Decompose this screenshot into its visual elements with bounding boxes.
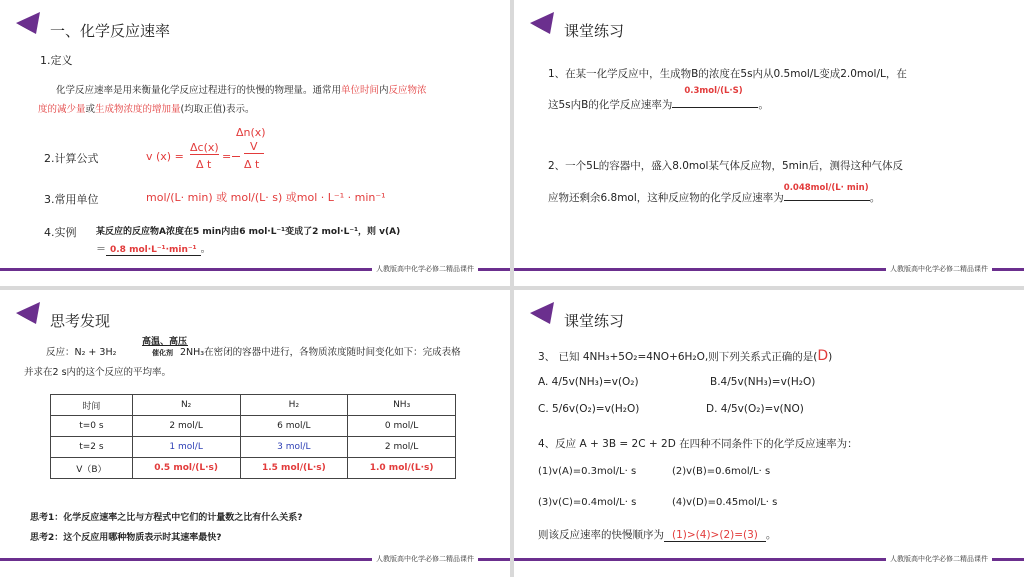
question-4-answer-line: 则该反应速率的快慢顺序为 (1)>(4)>(2)=(3) 。 — [538, 529, 777, 541]
question-1-line-2: 这5s内B的化学反应速率为 0.3mol/(L·S) 。 — [548, 86, 769, 111]
formula-equals: = — [222, 150, 232, 163]
unit-label: 3.常用单位 — [44, 193, 99, 206]
purple-triangle-icon — [14, 300, 42, 326]
condition-2: (2)v(B)=0.6mol/L· s — [672, 466, 771, 477]
formula-label: 2.计算公式 — [44, 152, 99, 165]
slide-title: 思考发现 — [50, 312, 111, 330]
definition-line-2: 度的减少量或生成物浓度的增加量(均取正值)表示。 — [38, 104, 255, 115]
option-b: B.4/5v(NH₃)=v(H₂O) — [710, 376, 816, 388]
unit-text: mol/(L· min) 或 mol/(L· s) 或mol · L⁻¹ · min⁻¹ — [146, 191, 386, 204]
question-2-line-2: 应物还剩余6.8mol，这种反应物的化学反应速率为 0.048mol/(L· min) 。 — [548, 183, 881, 204]
slide-title: 一、化学反应速率 — [50, 22, 171, 40]
question-1-line-1: 1、在某一化学反应中，生成物B的浓度在5s内从0.5mol/L变成2.0mol/L，在 — [548, 68, 907, 80]
option-d: D. 4/5v(O₂)=v(NO) — [706, 403, 804, 415]
definition-line-1: 化学反应速率是用来衡量化学反应过程进行的快慢的物理量。通常用单位时间内反应物浓 — [56, 85, 427, 96]
option-a: A. 4/5v(NH₃)=v(O₂) — [538, 376, 639, 388]
question-3-answer: D — [817, 348, 829, 364]
question-2-line-1: 2、一个5L的容器中，盛入8.0mol某气体反应物，5min后，测得这种气体反 — [548, 160, 903, 172]
formula-numerator-2-bottom: V — [244, 140, 264, 154]
slide-thinking — [0, 290, 510, 577]
slide-title: 课堂练习 — [564, 312, 625, 330]
slide-title: 课堂练习 — [564, 22, 625, 40]
slide-practice-2 — [514, 290, 1024, 577]
question-2-answer: 0.048mol/(L· min) — [783, 183, 869, 193]
definition-label: 1.定义 — [40, 54, 73, 67]
table-row: t=2 s 1 mol/L 3 mol/L 2 mol/L — [51, 437, 456, 458]
reaction-line-2: 并求在2 s内的这个反应的平均率。 — [24, 367, 172, 378]
question-1-answer: 0.3mol/(L·S) — [684, 86, 743, 96]
slide-reaction-rate — [0, 0, 510, 286]
example-text: 某反应的反应物A浓度在5 min内由6 mol·L⁻¹变成了2 mol·L⁻¹，则 v(A) — [96, 227, 401, 237]
concentration-table — [50, 394, 456, 479]
purple-triangle-icon — [14, 10, 42, 36]
formula-denominator-1: Δ t — [196, 158, 212, 171]
purple-triangle-icon — [528, 10, 556, 36]
think-question-2: 思考2：这个反应用哪种物质表示时其速率最快? — [30, 533, 222, 543]
example-label: 4.实例 — [44, 226, 77, 239]
purple-triangle-icon — [528, 300, 556, 326]
table-row: V（B） 0.5 mol/(L·s) 1.5 mol/(L·s) 1.0 mol/(L·s) — [51, 458, 456, 479]
table-header-row: 时间 N₂ H₂ NH₃ — [51, 395, 456, 416]
think-question-1: 思考1：化学反应速率之比与方程式中它们的计量数之比有什么关系? — [30, 513, 303, 523]
reaction-prefix: 反应：N₂ + 3H₂ — [46, 347, 117, 358]
footer-text: 人教版高中化学必修二精品课件 — [886, 264, 992, 274]
reaction-condition-top: 高温、高压 — [142, 337, 188, 347]
footer-text: 人教版高中化学必修二精品课件 — [372, 264, 478, 274]
example-answer-line: ＝ 0.8 mol·L⁻¹·min⁻¹ 。 — [96, 244, 211, 255]
condition-1: (1)v(A)=0.3mol/L· s — [538, 466, 637, 477]
question-4: 4、反应 A + 3B = 2C + 2D 在四种不同条件下的化学反应速率为： — [538, 438, 858, 450]
footer-text: 人教版高中化学必修二精品课件 — [886, 554, 992, 564]
reaction-suffix: 2NH₃在密闭的容器中进行，各物质浓度随时间变化如下：完成表格 — [180, 347, 461, 358]
formula-v: v (x) = — [146, 150, 184, 163]
formula-denominator-2: Δ t — [244, 158, 260, 171]
formula-minus — [232, 156, 240, 157]
reaction-condition-bottom: 催化剂 — [152, 349, 173, 357]
formula-numerator-1: Δc(x) — [190, 141, 219, 154]
table-row: t=0 s 2 mol/L 6 mol/L 0 mol/L — [51, 416, 456, 437]
condition-3: (3)v(C)=0.4mol/L· s — [538, 497, 637, 508]
slide-practice-1 — [514, 0, 1024, 286]
question-3: 3、 已知 4NH₃+5O₂=4NO+6H₂O,则下列关系式正确的是(D) — [538, 348, 833, 364]
footer-text: 人教版高中化学必修二精品课件 — [372, 554, 478, 564]
question-4-answer: (1)>(4)>(2)=(3) — [664, 529, 766, 542]
condition-4: (4)v(D)=0.45mol/L· s — [672, 497, 778, 508]
formula-numerator-2-top: Δn(x) — [236, 126, 266, 139]
option-c: C. 5/6v(O₂)=v(H₂O) — [538, 403, 640, 415]
